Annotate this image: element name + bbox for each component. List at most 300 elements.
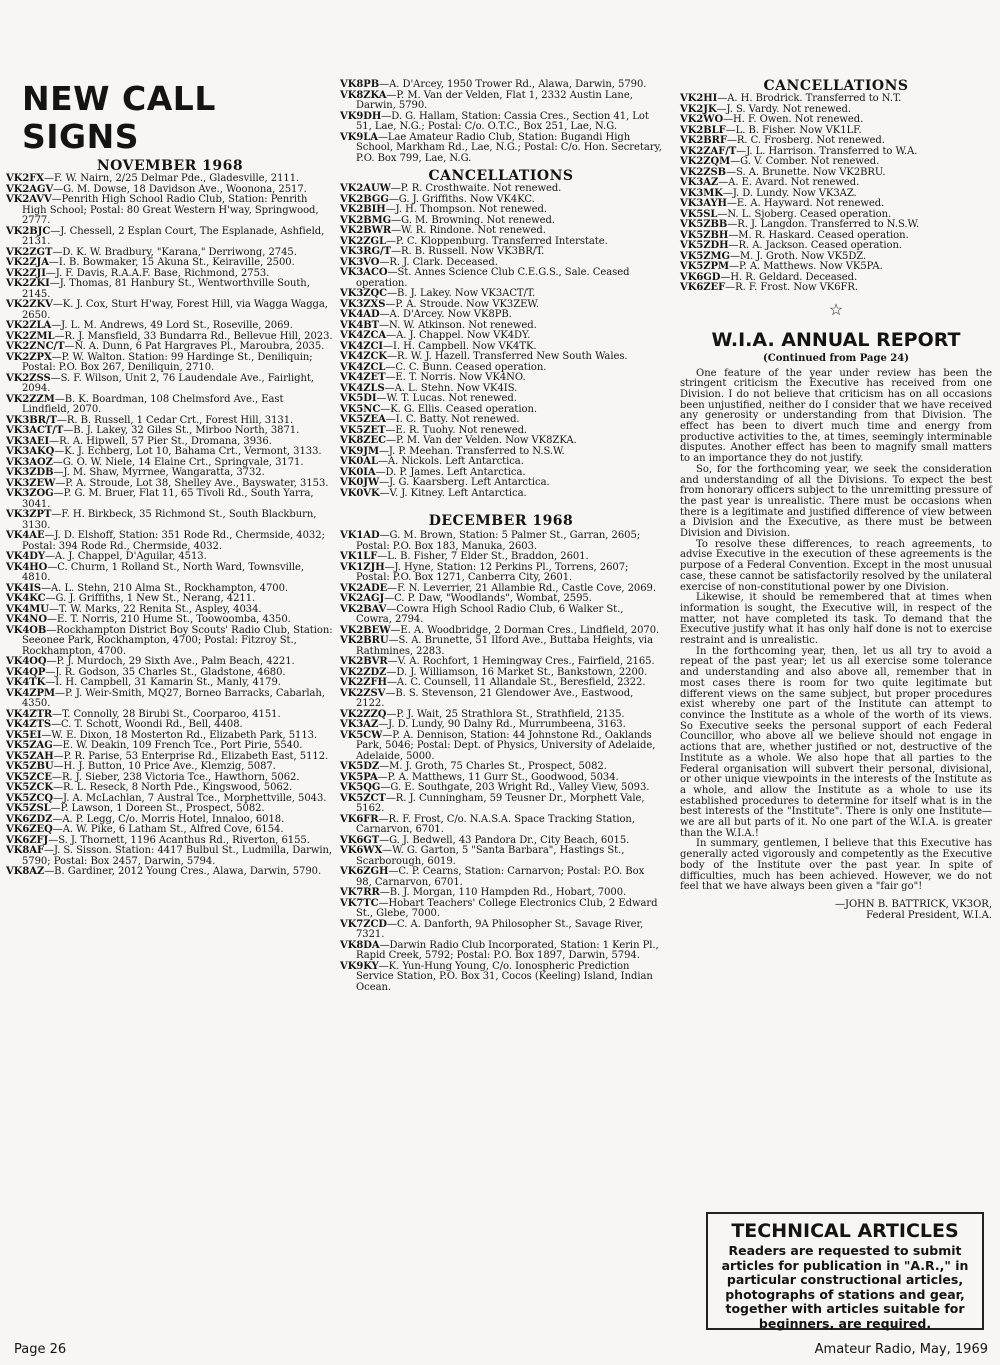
report-paragraph: Likewise, it should be remembered that at times when information is sought, the Executive will, in respect of the matter, not have completed its task. To demand that the Executive justify what it has only half done is not to exercise restraint and is unrealistic. (680, 592, 992, 647)
section-heading-cancellations-december: CANCELLATIONS (763, 78, 909, 94)
call-sign: VK3AZ (680, 177, 719, 188)
call-sign: VK4NO (6, 614, 48, 625)
call-sign-details: —Penrith High School Radio Club, Station: Penrith High School; Postal: 80 Great Western H'way, Springwood, 2777. (22, 194, 319, 226)
call-sign-details: —B. Gardiner, 2012 Young Cres., Alawa, Darwin, 5790. (44, 866, 322, 877)
call-sign: VK3AKQ (6, 446, 55, 457)
call-sign-details: —P. R. Crosthwaite. Not renewed. (390, 183, 562, 194)
call-sign: VK5CW (340, 729, 383, 741)
call-sign-details: —B. K. Boardman, 108 Chelmsford Ave., East Lindfield, 2070. (22, 393, 284, 415)
call-sign-details: —V. A. Rochfort, 1 Hemingway Cres., Fairfield, 2165. (387, 656, 655, 667)
signature-title: Federal President, W.I.A. (866, 909, 992, 921)
call-sign: VK2BVR (340, 656, 388, 667)
call-sign-entry (6, 563, 334, 584)
call-sign: VK4ZTR (6, 708, 53, 720)
call-sign-details: —Cowra High School Radio Club, 6 Walker St., Cowra, 2794. (356, 603, 624, 625)
call-sign: VK2ZAF/T (680, 145, 737, 157)
call-sign: VK3MK (680, 187, 723, 199)
call-sign-details: —W. E. Dixon, 18 Mosterton Rd., Elizabeth Park, 5113. (41, 729, 318, 741)
call-sign: VK4ZCK (340, 351, 388, 362)
call-sign-details: —A. E. Avard. Not renewed. (718, 177, 860, 188)
call-sign-entry (6, 689, 334, 710)
call-sign: VK6ZEF (680, 282, 726, 293)
call-sign: VK2ZNC/T (6, 341, 65, 352)
call-sign-details: —M. R. Haskard. Ceased operation. (728, 229, 909, 241)
call-sign-details: —C. Churm, 1 Rolland St., North Ward, Townsville, 4810. (22, 561, 305, 583)
report-paragraph: To resolve these differences, to reach agreements, to advise Executive in the execution of these agreements is the purpose of a Federal Convention. Except in the most unusual case, these cannot be satisfactorily resolved by the unilateral exercise of non-constitutional power by one Division. (680, 538, 992, 593)
call-sign: VK1ZJH (340, 561, 385, 573)
call-sign: VK2ZML (6, 330, 55, 342)
call-sign-details: —J. S. Sisson. Station: 4417 Bulbul St., Ludmilla, Darwin, 5790; Postal: Box 2457, Darwin, 5794. (22, 845, 333, 867)
call-sign-details: —A. L. Stehn, 210 Alma St., Rockhampton, 4700. (41, 582, 289, 594)
report-paragraph: One feature of the year under review has been the stringent criticism the Executive has received from one Division. I do not believe that criticism has on all occasions been unjustified, neither do I consider that we have received any generosity or understanding from that Division. The effect has been to divert much time and energy from productive activities to the, at times, seemingly interminable disputes. Another effect has been to magnify small matters to an importance they do not justify. (680, 367, 992, 465)
call-sign-details: —J. Thomas, 81 Hanbury St., Wentworthville South, 2145. (22, 278, 310, 300)
call-sign-details: —Rockhampton District Boy Scouts' Radio Club, Station: Seeonee Park, Rockhampton, 4700; Postal: Fitzroy St., Rockhampton, 4700. (22, 624, 333, 657)
call-sign: VK5ZDH (680, 240, 729, 251)
call-sign-entry (340, 867, 662, 888)
call-sign: VK2BLF (680, 124, 726, 136)
call-sign: VK3ZQC (340, 288, 388, 299)
call-sign-entry (340, 605, 662, 626)
call-sign-entry (340, 489, 662, 500)
call-sign-details: —R. L. Reseck, 8 North Pde., Kingswood, 5062. (53, 782, 293, 793)
call-sign-details: —A. D'Arcey, 1950 Trower Rd., Alawa, Darwin, 5790. (379, 79, 647, 90)
call-sign: VK4AD (340, 309, 380, 320)
call-sign-details: —N. W. Atkinson. Not renewed. (379, 319, 537, 331)
call-sign-entry (680, 283, 992, 294)
call-sign: VK4TK (6, 677, 46, 688)
publication-footer: Amateur Radio, May, 1969 (814, 1342, 988, 1357)
call-sign-details: —K. J. Echberg, Lot 10, Bahama Crt., Vermont, 3133. (54, 446, 322, 457)
section-heading-december-1968: DECEMBER 1968 (428, 513, 574, 529)
call-sign: VK0AL (340, 456, 378, 467)
call-sign: VK4ZCL (340, 361, 386, 373)
call-sign: VK2JK (680, 103, 717, 115)
call-sign-entry (6, 227, 334, 248)
call-sign: VK3ZEW (6, 477, 56, 489)
call-sign-details: —E. A. Woodbridge, 2 Dorman Cres., Lindfield, 2070. (390, 624, 660, 636)
call-sign: VK2AGJ (340, 593, 385, 604)
report-paragraph: In summary, gentlemen, I believe that this Executive has generally acted vigorously and competently as the Executive body of the Institute over the past year. In spite of difficulties, much has been achieved. However, we do not feel that we have always been given a "fair go"! (680, 838, 992, 893)
call-sign-entry (340, 941, 662, 962)
call-sign-entry (6, 489, 334, 510)
call-sign-entry (6, 531, 334, 552)
call-sign: VK6ZGH (340, 866, 389, 877)
call-sign: VK2ZSV (340, 687, 386, 699)
call-sign: VK3AZ (340, 719, 379, 730)
call-sign: VK2AVV (6, 194, 52, 205)
call-sign-details: —D. K. W. Bradbury, "Karana," Derriwong, 2745. (52, 246, 297, 258)
call-sign-details: —J. S. Vardy. Not renewed. (716, 103, 851, 115)
call-sign-entry (6, 374, 334, 395)
call-sign-entry (340, 112, 662, 133)
call-sign: VK4HO (6, 561, 48, 573)
call-sign-entry (6, 846, 334, 867)
call-sign: VK2ZZQ (340, 708, 387, 720)
call-sign-details: —P. J. Wait, 25 Strathlora St., Strathfield, 2135. (386, 708, 625, 720)
call-sign: VK2ZQM (680, 156, 731, 167)
call-sign-details: —A. C. Counsell, 11 Allandale St., Beresfield, 2322. (386, 677, 646, 688)
call-sign-details: —E. A. Hayward. Not renewed. (726, 198, 885, 209)
call-sign: VK3AEI (6, 435, 50, 447)
call-sign: VK5PA (340, 771, 378, 783)
call-sign: VK2BWR (340, 225, 392, 236)
call-sign-details: —R. J. Mansfield, 33 Bundarra Rd., Bellevue Hill, 2023. (54, 330, 333, 342)
call-sign-details: —M. J. Groth. Now VK5DZ. (730, 250, 867, 262)
call-sign-entry (340, 962, 662, 994)
call-sign-details: —G. M. Browning. Not renewed. (391, 214, 555, 226)
call-sign: VK1AD (340, 530, 380, 541)
call-sign-details: —P. A. Matthews, 11 Gurr St., Goodwood, 5034. (377, 771, 619, 783)
call-sign: VK2BAV (340, 603, 387, 615)
call-sign: VK4KC (6, 593, 46, 604)
call-sign: VK7RR (340, 887, 380, 898)
call-sign-details: —P. M. Van der Velden, Flat 1, 2332 Austin Lane, Darwin, 5790. (356, 89, 633, 111)
call-sign: VK3BR/T (6, 414, 57, 426)
signature (680, 899, 992, 921)
call-sign-details: —R. J. Sieber, 238 Victoria Tce., Hawthorn, 5062. (52, 771, 300, 783)
call-sign: VK3VO (340, 256, 380, 268)
star-divider-icon: ☆ (828, 299, 844, 319)
call-sign: VK9DH (340, 110, 382, 122)
call-sign: VK5NC (340, 403, 381, 415)
call-sign-details: —I. C. Batty. Not renewed. (385, 414, 520, 425)
call-sign: VK6ZDZ (6, 813, 53, 825)
call-sign-details: —H. R. Geldard. Deceased. (720, 271, 858, 283)
call-sign: VK8AF (6, 845, 45, 856)
call-sign-details: —G. M. Brown, Station: 5 Palmer St., Garran, 2605; Postal: P.O. Box 183, Manuka, 2603. (356, 530, 641, 552)
call-sign: VK4MU (6, 603, 49, 615)
call-sign: VK2BMG (340, 214, 392, 226)
call-sign-entry (340, 689, 662, 710)
call-sign: VK4ZTS (6, 719, 52, 730)
call-sign: VK1LF (340, 551, 378, 562)
call-sign-details: —D. P. James. Left Antarctica. (375, 466, 526, 478)
call-sign-details: —G. V. Comber. Not renewed. (730, 156, 880, 167)
call-sign: VK2ZJI (6, 267, 46, 279)
call-sign-details: —Hobart Teachers' College Electronics Club, 2 Edward St., Glebe, 7000. (356, 897, 658, 919)
call-sign: VK6ZFJ (6, 834, 49, 846)
call-sign: VK5QG (340, 782, 381, 793)
call-sign-details: —P. G. M. Bruer, Flat 11, 65 Tivoli Rd., South Yarra, 3041. (22, 488, 314, 510)
call-sign: VK4ZLS (340, 382, 385, 394)
call-sign: VK2ZGT (6, 246, 53, 258)
call-sign: VK8AZ (6, 866, 45, 877)
call-sign: VK6WX (340, 845, 383, 856)
call-sign-details: —F. W. Nairn, 2/25 Delmar Pde., Gladesville, 2111. (44, 173, 300, 184)
call-sign: VK7ZCD (340, 918, 388, 930)
call-sign-details: —P. A. Stroude. Now VK3ZEW. (385, 298, 539, 310)
call-sign: VK5ZSL (6, 803, 51, 814)
page-title: NEW CALL SIGNS (22, 79, 216, 156)
call-sign: VK5ZEA (340, 414, 386, 425)
technical-articles-box (706, 1212, 984, 1330)
call-sign: VK2ADE (340, 582, 388, 594)
call-sign: VK4OB (6, 624, 47, 636)
call-sign: VK3AOZ (6, 456, 53, 468)
call-sign-details: —N. A. Dunn, 6 Pat Hargraves Pl., Maroubra, 2035. (64, 341, 325, 352)
call-sign: VK4IS (6, 582, 42, 594)
call-sign: VK5ZCE (6, 771, 52, 783)
section-heading-november-1968: NOVEMBER 1968 (96, 158, 244, 174)
call-sign: VK8PB (340, 79, 380, 90)
call-sign: VK5ZBB (680, 219, 728, 230)
call-sign-entry (340, 531, 662, 552)
call-sign-details: —B. J. Lakey. Now VK3ACT/T. (387, 288, 536, 299)
call-sign-details: —K. G. Ellis. Ceased operation. (380, 403, 538, 415)
call-sign-details: —P. A. Stroude, Lot 38, Shelley Ave., Bayswater, 3153. (55, 477, 329, 489)
call-sign-details: —J. M. Shaw, Myrrnee, Wangaratta, 3732. (53, 467, 265, 478)
call-sign-details: —I. H. Campbell. Now VK4TK. (383, 340, 537, 352)
call-sign-details: —P. Lawson, 1 Doreen St., Prospect, 5082. (50, 803, 265, 814)
call-sign: VK4BT (340, 319, 380, 331)
call-sign-details: —R. A. Jackson. Ceased operation. (728, 240, 903, 251)
december-cancellations-list (680, 94, 992, 294)
call-sign: VK5EI (6, 729, 42, 741)
technical-articles-heading: TECHNICAL ARTICLES (731, 1220, 959, 1242)
call-sign-details: —V. J. Kitney. Left Antarctica. (379, 487, 527, 499)
call-sign-details: —R. J. Langdon. Transferred to N.S.W. (727, 219, 920, 230)
call-sign-details: —St. Annes Science Club C.E.G.S., Sale. Ceased operation. (356, 267, 630, 289)
call-sign-details: —N. L. Sjoberg. Ceased operation. (717, 208, 892, 220)
call-sign-details: —J. P. Meehan. Transferred to N.S.W. (378, 445, 565, 457)
call-sign-details: —J. Chessell, 2 Esplan Court, The Esplanade, Ashfield, 2131. (22, 225, 325, 247)
call-sign: VK8ZEC (340, 435, 386, 446)
call-sign-details: —E. W. Deakin, 109 French Tce., Port Pirie, 5540. (52, 740, 303, 751)
call-sign-details: —P. J. Weir-Smith, MQ27, Borneo Barracks, Cabarlah, 4350. (22, 687, 325, 709)
call-sign: VK2ZSS (6, 372, 51, 384)
call-sign-details: —J. D. Lundy, 90 Dalny Rd., Murrumbeena, 3163. (378, 719, 626, 730)
signature-name: —JOHN B. BATTRICK, VK3OR, (834, 898, 992, 910)
call-sign: VK5DZ (340, 761, 380, 772)
call-sign-details: —D. J. Williamson, 16 Market St., Bankstown, 2200. (386, 666, 648, 678)
call-sign: VK2BIH (340, 204, 386, 215)
call-sign: VK3ZOG (6, 488, 54, 499)
call-sign-details: —J. D. Lundy. Now VK3AZ. (722, 187, 857, 199)
call-sign-entry (340, 899, 662, 920)
call-sign-details: —B. J. Lakey, 32 Giles St., Mirboo North, 3871. (63, 425, 300, 436)
call-sign-details: —C. A. Danforth, 9A Philosopher St., Savage River, 7321. (356, 918, 644, 940)
call-sign: VK5ZPM (680, 261, 729, 272)
call-sign-details: —B. J. Morgan, 110 Hampden Rd., Hobart, 7000. (379, 887, 627, 898)
call-sign-entry (6, 510, 334, 531)
call-sign: VK2AGV (6, 183, 54, 195)
call-sign: VK6FR (340, 813, 379, 825)
call-sign-details: —A. J. Chappel, D'Aguilar, 4513. (44, 551, 207, 562)
call-sign-entry (340, 268, 662, 289)
call-sign: VK5ZBH (680, 229, 729, 241)
call-sign-details: —S. J. Thornett, 1196 Acanthus Rd., Riverton, 6155. (48, 834, 310, 846)
technical-articles-body: Readers are requested to submit articles for publication in "A.R.," in particular constructional articles, photographs of stations and gear, together with articles suitable for beginners, are required. (721, 1243, 969, 1331)
call-sign: VK6GD (680, 271, 721, 283)
wia-annual-report-heading: W.I.A. ANNUAL REPORT (711, 328, 961, 351)
call-sign-details: —R. F. Frost. Now VK6FR. (725, 282, 859, 293)
call-sign: VK5ZET (340, 424, 386, 436)
call-sign-details: —E. R. Tuohy. Not renewed. (385, 424, 528, 436)
call-sign: VK5ZMG (680, 250, 731, 262)
call-sign-details: —S. A. Brunette. Now VK2BRU. (726, 166, 886, 178)
call-sign-details: —L. B. Fisher, 7 Elder St., Braddon, 2601. (377, 551, 589, 562)
call-sign-entry (340, 794, 662, 815)
call-sign: VK2ZDZ (340, 666, 387, 678)
call-sign-entry (340, 636, 662, 657)
call-sign-details: —E. T. Norris, 210 Hume St., Toowoomba, 4350. (47, 614, 291, 625)
call-sign-details: —F. N. Leverrier, 21 Allambie Rd., Castle Cove, 2069. (387, 582, 656, 594)
call-sign: VK3ACO (340, 267, 388, 278)
call-sign: VK5ZAH (6, 750, 54, 762)
call-sign-details: —G. M. Dowse, 18 Davidson Ave., Woonona, 2517. (53, 183, 307, 195)
call-sign-entry (340, 731, 662, 763)
call-sign-details: —J. Hyne, Station: 12 Perkins Pl., Torrens, 2607; Postal: P.O. Box 1271, Canberra City, 2601. (356, 561, 629, 583)
call-sign-details: —C. P. Daw, "Woodlands", Wombat, 2595. (384, 593, 592, 604)
call-sign: VK2ZSB (680, 166, 727, 178)
call-sign: VK4QP (6, 666, 46, 678)
call-sign-details: —H. J. Button, 10 Price Ave., Klemzig, 5087. (53, 761, 276, 772)
call-sign: VK2BEW (340, 624, 391, 636)
call-sign: VK9JM (340, 445, 379, 457)
call-sign-entry (6, 626, 334, 658)
call-sign-details: —G. J. Griffiths. Now VK4KC. (388, 193, 535, 205)
call-sign-details: —S. A. Brunette, 51 Ilford Ave., Buttaba Heights, via Rathmines, 2283. (356, 635, 653, 657)
call-sign: VK3RG/T (340, 246, 392, 257)
call-sign-details: —P. W. Walton. Station: 99 Hardinge St., Deniliquin; Postal: P.O. Box 267, Deniliquin, 2710. (22, 351, 313, 373)
call-sign-entry (6, 300, 334, 321)
november-call-sign-list (6, 174, 334, 878)
call-sign-details: —T. W. Marks, 22 Renita St., Aspley, 4034. (48, 603, 262, 615)
call-sign-details: —C. P. Cearns, Station: Carnarvon; Postal: P.O. Box 98, Carnarvon, 6701. (356, 866, 645, 888)
call-sign-entry (6, 195, 334, 227)
call-sign-details: —F. H. Birkbeck, 35 Richmond St., South Blackburn, 3130. (22, 509, 317, 531)
call-sign-details: —J. D. Elshoff, Station: 351 Rode Rd., Chermside, 4032; Postal: 394 Rode Rd., Chermside, 4032. (22, 530, 325, 552)
call-sign: VK3ZDB (6, 467, 54, 478)
call-sign-details: —R. C. Frosberg. Not renewed. (726, 135, 885, 146)
call-sign-details: —A. L. Stehn. Now VK4IS. (384, 382, 518, 394)
call-sign-details: —J. L. Harrison. Transferred to W.A. (736, 145, 918, 157)
call-sign-details: —J. F. Davis, R.A.A.F. Base, Richmond, 2753. (45, 267, 270, 279)
call-sign-details: —T. Connolly, 28 Birubi St., Coorparoo, 4151. (52, 708, 281, 720)
call-sign: VK9LA (340, 131, 378, 143)
call-sign: VK4ZET (340, 372, 386, 383)
call-sign-entry (340, 920, 662, 941)
call-sign: VK2WO (680, 114, 724, 125)
call-sign-details: —P. R. Parise, 53 Enterprise Rd., Elizabeth East, 5112. (53, 750, 329, 762)
call-sign-details: —C. C. Bunn. Ceased operation. (385, 361, 547, 373)
call-sign: VK2ZJA (6, 257, 49, 268)
call-sign: VK4ZCA (340, 330, 387, 341)
call-sign-details: —R. F. Frost, C/o. N.A.S.A. Space Tracking Station, Carnarvon, 6701. (356, 813, 635, 835)
call-sign: VK2ZKI (6, 278, 50, 289)
call-sign-details: —G. O. W. Niele, 14 Elaine Crt., Springvale, 3171. (52, 456, 304, 468)
call-sign-details: —W. T. Lucas. Not renewed. (376, 393, 517, 404)
call-sign-details: —P. C. Kloppenburg. Transferred Interstate. (385, 235, 608, 247)
call-sign-details: —A. P. Legg, C/o. Morris Hotel, Innaloo, 6018. (52, 813, 285, 825)
call-sign-details: —P. M. Van der Velden. Now VK8ZKA. (386, 435, 577, 446)
call-sign-details: —G. J. Bedwell, 43 Pandora Dr., City Beach, 6015. (379, 834, 630, 846)
call-sign-details: —G. E. Southgate, 203 Wright Rd., Valley View, 5093. (380, 782, 650, 793)
call-sign-details: —P. A. Matthews. Now VK5PA. (729, 261, 883, 272)
call-sign-entry (6, 279, 334, 300)
call-sign-details: —G. J. Griffiths, 1 New St., Nerang, 4211. (45, 593, 256, 604)
call-sign: VK2ZZM (6, 393, 55, 405)
call-sign: VK5ZCT (340, 792, 386, 804)
call-sign-details: —W. R. Rindone. Not renewed. (391, 225, 546, 236)
continued-note: (Continued from Page 24) (763, 352, 909, 364)
call-sign-details: —J. A. McLachlan, 7 Austral Tce., Morphettville, 5043. (53, 792, 327, 804)
call-sign-details: —J. G. Kaarsberg. Left Antarctica. (379, 477, 550, 488)
call-sign-details: —J. H. Thompson. Not renewed. (385, 204, 547, 215)
call-sign-details: —E. T. Norris. Now VK4NO. (385, 372, 526, 383)
column-new-call-signs (6, 0, 334, 878)
call-sign: VK2ZKV (6, 299, 53, 310)
call-sign-details: —C. T. Schott, Woondi Rd., Bell, 4408. (51, 719, 243, 730)
call-sign-details: —A. Nickols. Left Antarctica. (377, 456, 524, 467)
column-right (680, 0, 992, 921)
call-sign-entry (6, 867, 334, 878)
call-sign-details: —A. W. Pike, 6 Latham St., Alfred Cove, 6154. (52, 824, 284, 835)
call-sign-details: —D. G. Hallam, Station: Cassia Cres., Section 41, Lot 51, Lae, N.G.; Postal: C/o. O.T.C., Box 251, Lae, N.G. (356, 110, 649, 132)
call-sign-entry (6, 353, 334, 374)
call-sign-details: —K. Yun-Hung Young, C/o. Ionospheric Prediction Service Station, P.O. Box 31, Cocos (Keeling) Island, Indian Ocean. (356, 960, 653, 993)
call-sign-details: —A. J. Chappel. Now VK4DY. (386, 330, 531, 341)
november-call-sign-list-continued (340, 80, 662, 164)
call-sign: VK6GT (340, 834, 380, 846)
call-sign: VK4AE (6, 530, 45, 541)
call-sign: VK5ZCQ (6, 792, 54, 804)
call-sign: VK0IA (340, 466, 376, 478)
report-paragraph: In the forthcoming year, then, let us all try to avoid a repeat of the past year; let us all exercise some tolerance and understanding and also above all, remember that in most cases there is room for two quite legitimate but different views on the same subject, but proper procedures exist whereby one part of the Institute can attempt to convince the Institute as a whole of the worth of its views. So Executive seeks the personal support of each Federal Councillor, who above all we believe should not engage in actions that are, whether justified or not, destructive of the Institute as a whole. We also hope that all parties to the Federal organisation will subvert their personal, divisional, or other unique viewpoints in the interests of the Institute as a whole, and allow the Institute as a whole to use its established procedures to determine for itself what is in the best interests of the "Institute". There is only one Institute—we are all but parts of it. No one part of the W.I.A. is greater than the W.I.A.! (680, 645, 992, 839)
call-sign: VK3AYH (680, 198, 727, 209)
call-sign: VK4ZPM (6, 687, 55, 699)
report-paragraph: So, for the forthcoming year, we seek the consideration and understanding of all the Divisions. To expect the best from honorary officers subject to the unremitting pressure of the past year is unrealistic. There must be occasions when there is a legitimate and justified difference of view between a Division and the Executive, as there must be between Division and Division. (680, 463, 992, 540)
call-sign-details: —Lae Amateur Radio Club, Station: Bugandi High School, Markham Rd., Lae, N.G.; Postal: C/o. Hon. Secretary, P.O. Box 799, Lae, N.G. (356, 131, 662, 164)
call-sign-details: —P. A. Dennison, Station: 44 Johnstone Rd., Oaklands Park, 5046; Postal: Dept. of Physics, University of Adelaide, Adelaide, 5000. (356, 729, 656, 762)
call-sign: VK5ZAG (6, 740, 53, 751)
call-sign: VK3ZPT (6, 509, 52, 520)
call-sign-entry (6, 395, 334, 416)
wia-report-body (680, 369, 992, 893)
call-sign-details: —I. H. Campbell, 31 Kamarin St., Manly, 4179. (45, 677, 281, 688)
call-sign: VK0VK (340, 487, 380, 499)
call-sign-entry (340, 133, 662, 165)
call-sign-details: —B. S. Stevenson, 21 Glendower Ave., Eastwood, 2122. (356, 687, 634, 709)
call-sign: VK9KY (340, 960, 379, 972)
call-sign: VK5ZBU (6, 761, 54, 772)
section-heading-cancellations: CANCELLATIONS (428, 168, 574, 184)
call-sign-details: —R. B. Russell, 1 Cedar Crt., Forest Hill, 3131. (56, 414, 294, 426)
call-sign: VK2ZGL (340, 235, 386, 247)
call-sign-entry (340, 91, 662, 112)
call-sign: VK2ZFH (340, 677, 387, 688)
call-sign-details: —A. D'Arcey. Now VK8PB. (379, 309, 512, 320)
call-sign: VK5DI (340, 393, 377, 404)
call-sign: VK2ZLA (6, 320, 52, 331)
call-sign: VK2BRF (680, 135, 727, 146)
call-sign-entry (340, 563, 662, 584)
call-sign-entry (340, 846, 662, 867)
call-sign: VK2HI (680, 93, 718, 104)
call-sign-details: —S. F. Wilson, Unit 2, 76 Laudendale Ave., Fairlight, 2094. (22, 372, 314, 394)
call-sign: VK5ZCK (6, 782, 54, 793)
call-sign-details: —J. L. M. Andrews, 49 Lord St., Roseville, 2069. (51, 320, 293, 331)
call-sign-details: —A. H. Brodrick. Transferred to N.T. (717, 93, 902, 104)
call-sign: VK4OQ (6, 656, 47, 667)
call-sign: VK4DY (6, 551, 45, 562)
call-sign-details: —M. J. Groth, 75 Charles St., Prospect, 5082. (379, 761, 607, 772)
call-sign-details: —W. G. Garton, 5 "Santa Barbara", Hastings St., Scarborough, 6019. (356, 845, 625, 867)
call-sign-details: —R. J. Clark. Deceased. (379, 256, 498, 268)
call-sign: VK6ZEQ (6, 824, 53, 835)
call-sign: VK4ZCI (340, 340, 384, 352)
call-sign-entry (340, 815, 662, 836)
